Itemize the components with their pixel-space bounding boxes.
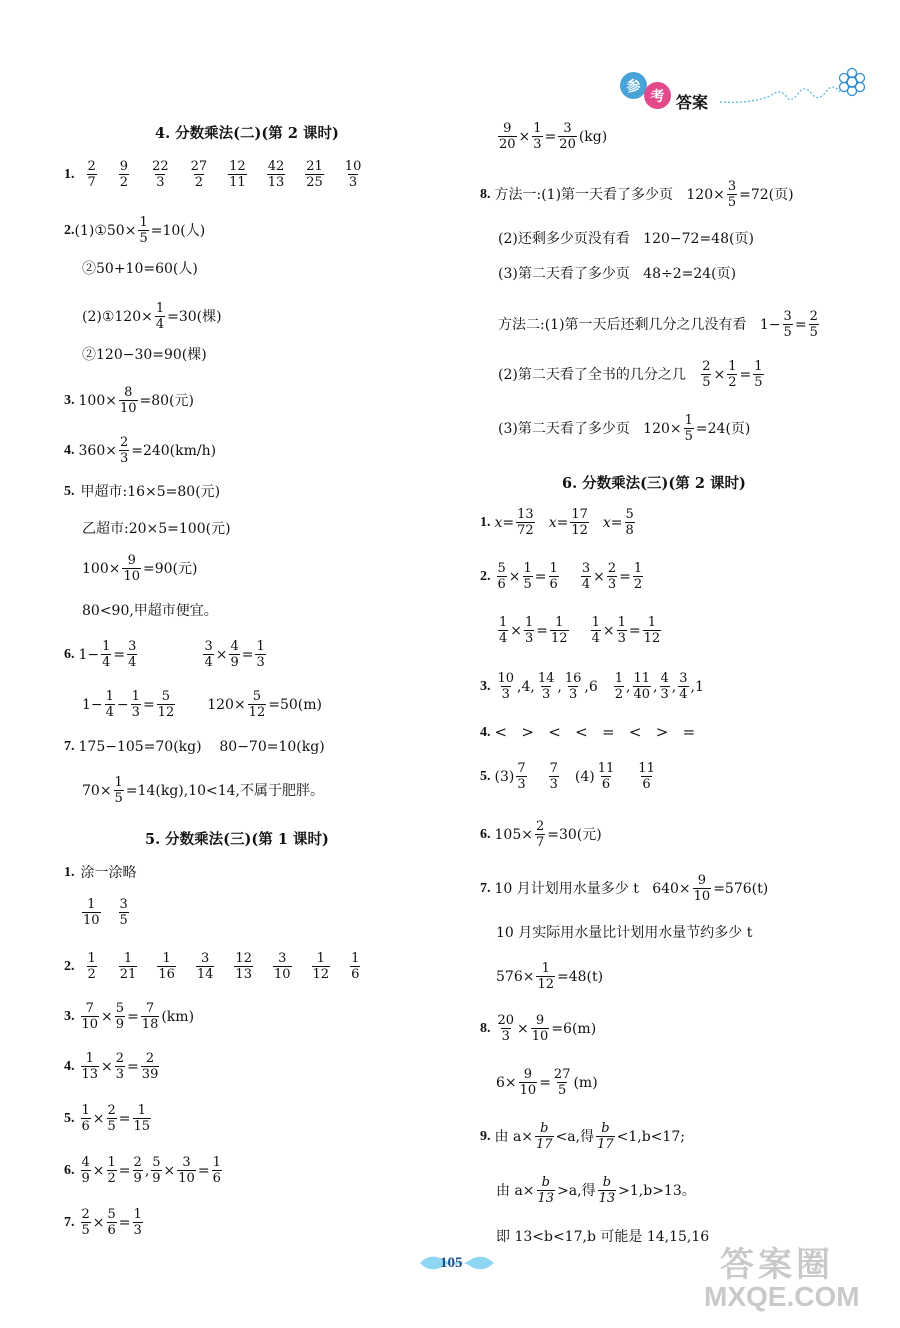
s6-q1 xyxy=(480,508,637,537)
fraction: 1 6 xyxy=(351,951,360,982)
question-number: 3. xyxy=(480,678,491,694)
fraction: $\frac{2}{39}$ xyxy=(141,1051,159,1082)
fraction: $\frac{1}{3}$ xyxy=(533,121,542,152)
fraction: 14 3 xyxy=(537,671,555,702)
expr-text: (3) xyxy=(494,768,515,785)
expr-text: <a,得 xyxy=(555,1128,595,1145)
s6-q7-line1 xyxy=(480,874,768,903)
expr-text: × xyxy=(101,1008,113,1025)
expr-text: 方法一:(1)第一天看了多少页 120× xyxy=(494,186,725,203)
watermark-bottom: MXQE.COM xyxy=(704,1281,860,1312)
expr-text: =30(棵) xyxy=(167,308,222,325)
expr-text: 1− xyxy=(82,696,103,713)
expr-text: =80(元) xyxy=(139,392,194,409)
fraction: $\frac{5}{9}$ xyxy=(115,1001,125,1032)
expr-text: × xyxy=(92,1110,105,1127)
expr-text: × xyxy=(101,1058,113,1075)
fraction: 11 6 xyxy=(638,761,655,792)
s5-q6 xyxy=(64,1156,224,1185)
expr-text: = xyxy=(619,568,631,585)
fraction: 27 2 xyxy=(190,159,208,190)
s6-q7-line3 xyxy=(496,962,603,991)
expr-text: =6(m) xyxy=(551,1020,597,1037)
fraction: $\frac{1}{3}$ xyxy=(617,615,626,646)
fraction: 3 4 xyxy=(679,671,688,702)
expr-text: 70× xyxy=(82,782,112,799)
fraction: $\frac{5}{12}$ xyxy=(157,689,175,720)
question-number: 1. xyxy=(64,865,75,880)
fraction: $\frac{1}{2}$ xyxy=(728,359,737,390)
fraction: 42 13 xyxy=(267,159,285,190)
expr-text: × xyxy=(510,622,523,639)
expr-text: = xyxy=(127,1008,139,1025)
fraction: 4 3 xyxy=(660,671,669,702)
question-number: 7. xyxy=(480,880,491,896)
fraction: $\frac{b}{13}$ xyxy=(537,1175,555,1206)
fraction: $\frac{1}{4}$ xyxy=(499,615,508,646)
fraction: $\frac{3}{4}$ xyxy=(128,639,137,670)
fraction: $\frac{20}{3}$ xyxy=(497,1013,515,1044)
expr-text: , xyxy=(557,678,562,695)
fraction: $\frac{1}{13}$ xyxy=(81,1051,99,1082)
question-number: 5. xyxy=(64,1110,75,1126)
s6-q9-line1 xyxy=(480,1122,685,1151)
fraction: $\frac{1}{5}$ xyxy=(114,775,123,806)
left-q2-line3 xyxy=(82,302,222,331)
question-number: 6. xyxy=(64,1162,75,1178)
fraction: $\frac{1}{12}$ xyxy=(537,961,554,992)
expr-text: 100× xyxy=(82,560,121,577)
fraction: 11 40 xyxy=(633,671,651,702)
expr-text: × xyxy=(517,1020,529,1037)
question-number: 4. xyxy=(64,442,75,458)
s5-q3 xyxy=(64,1002,194,1031)
fraction: $\frac{1}{2}$ xyxy=(107,1155,116,1186)
s5-q4 xyxy=(64,1052,161,1081)
fraction: $\frac{2}{3}$ xyxy=(115,1051,125,1082)
expr-text: =30(元) xyxy=(547,826,602,843)
fraction: 10 3 xyxy=(497,671,515,702)
fraction: 12 11 xyxy=(229,159,246,190)
fraction: $\frac{1}{12}$ xyxy=(551,615,568,646)
s6-q4 xyxy=(480,725,695,740)
right-q8-line2: (2)还剩多少页没有看 120−72=48(页) xyxy=(498,231,754,247)
expr-text: = xyxy=(794,316,807,333)
fraction: $\frac{7}{18}$ xyxy=(141,1001,159,1032)
expr-text: = xyxy=(118,1214,131,1231)
fraction: $\frac{3}{20}$ xyxy=(559,121,576,152)
fraction: $\frac{3}{4}$ xyxy=(581,561,591,592)
fraction: $\frac{1}{5}$ xyxy=(684,413,693,444)
expr-text: 6× xyxy=(496,1074,517,1091)
fraction: 3 5 xyxy=(119,897,128,928)
fraction: $\frac{5}{6}$ xyxy=(497,561,506,592)
expr-text: 方法二:(1)第一天后还剩几分之几没有看 1− xyxy=(498,316,781,333)
expr-text: >a,得 xyxy=(557,1182,596,1199)
question-number: 6. xyxy=(64,646,75,662)
right-q8-line3: (3)第二天看了多少页 48÷2=24(页) xyxy=(498,266,737,282)
expr-text: 甲超市:16×5=80(元) xyxy=(80,484,221,500)
fraction: 1 10 xyxy=(83,897,100,928)
s6-q9-line2 xyxy=(496,1176,696,1205)
fraction: $\frac{1}{4}$ xyxy=(102,639,111,670)
question-number: 3. xyxy=(64,392,75,408)
watermark-top: 答案圈 xyxy=(720,1247,834,1284)
expr-text: = xyxy=(118,1162,131,1179)
question-number: 8. xyxy=(480,186,491,202)
fraction: $\frac{5}{12}$ xyxy=(248,689,266,720)
left-q3 xyxy=(64,386,194,415)
expr-text: × xyxy=(92,1162,105,1179)
fraction: 1 12 xyxy=(312,951,330,982)
question-number: 4. xyxy=(64,1058,75,1074)
fraction: $\frac{5}{6}$ xyxy=(107,1207,116,1238)
fraction: $\frac{7}{10}$ xyxy=(81,1001,99,1032)
right-q7-continued xyxy=(496,122,607,151)
fraction: 1 16 xyxy=(158,951,175,982)
fraction: $\frac{13}{72}$ xyxy=(517,507,534,538)
fraction: $\frac{2}{5}$ xyxy=(809,309,818,340)
expr-text: ,6 xyxy=(584,678,598,695)
expr-text: =10(人) xyxy=(150,222,206,239)
fraction: $\frac{1}{4}$ xyxy=(155,301,165,332)
fraction: 10 3 xyxy=(344,159,362,190)
fraction: $\frac{9}{10}$ xyxy=(531,1013,549,1044)
expr-text: (km) xyxy=(161,1008,195,1025)
expr-text: >1,b>13。 xyxy=(618,1182,696,1199)
fraction: $\frac{3}{10}$ xyxy=(178,1155,195,1186)
fraction: b 17 xyxy=(597,1121,614,1152)
expr-text: , xyxy=(626,678,631,695)
fraction: $\frac{9}{10}$ xyxy=(123,553,140,584)
expr-text: 由 a× xyxy=(496,1182,535,1199)
question-number: 5. xyxy=(64,484,75,499)
expr-text: 1− xyxy=(78,646,100,663)
fraction: $\frac{9}{10}$ xyxy=(693,873,711,904)
question-number: 5. xyxy=(480,768,491,784)
expr-text: = xyxy=(197,1162,210,1179)
expr-text: 105× xyxy=(494,826,533,843)
fraction: $\frac{3}{5}$ xyxy=(783,309,792,340)
left-q7-line1 xyxy=(64,740,325,754)
fraction: $\frac{b}{17}$ xyxy=(536,1121,553,1152)
question-number: 7. xyxy=(64,739,75,754)
section-5-title: 5. 分数乘法(三)(第 1 课时) xyxy=(145,831,329,848)
fraction: 3 10 xyxy=(273,951,291,982)
expr-text: <1,b<17; xyxy=(616,1128,685,1145)
expr-text: , xyxy=(653,678,658,695)
left-q2-line1 xyxy=(64,216,205,245)
question-number: 8. xyxy=(480,1020,491,1036)
fraction: 9 2 xyxy=(119,159,129,190)
question-number: 3. xyxy=(64,1008,75,1024)
expr-text: (3)第二天看了多少页 120× xyxy=(498,420,682,437)
expr-text: × xyxy=(92,1214,105,1231)
page-number: 105 xyxy=(440,1255,463,1271)
expr-text: = xyxy=(113,646,126,663)
fraction: $\frac{2}{9}$ xyxy=(133,1155,142,1186)
expr-text: = xyxy=(127,1058,139,1075)
question-number: 1. xyxy=(480,514,491,530)
s5-q5 xyxy=(64,1104,153,1133)
expr-text: 100× xyxy=(78,392,117,409)
fraction: $\frac{4}{9}$ xyxy=(81,1155,90,1186)
right-q8-line4 xyxy=(498,310,821,339)
expr-text: × xyxy=(163,1162,176,1179)
expr-text: 120× xyxy=(207,696,246,713)
question-number: 6. xyxy=(480,826,491,842)
expr-text: − xyxy=(116,696,129,713)
expr-text: = xyxy=(118,1110,131,1127)
flower-swirl-icon xyxy=(720,66,870,108)
fraction: $\frac{2}{7}$ xyxy=(535,819,545,850)
expr-text: = xyxy=(534,568,547,585)
fraction: 21 25 xyxy=(306,159,323,190)
fraction: 2 7 xyxy=(87,159,96,190)
expr-text: (kg) xyxy=(578,128,608,145)
expr-text: × xyxy=(508,568,521,585)
expr-text: × xyxy=(215,646,228,663)
question-number: 7. xyxy=(64,1214,75,1230)
s6-q8-line1 xyxy=(480,1014,596,1043)
fraction: $\frac{9}{10}$ xyxy=(519,1067,537,1098)
fraction: $\frac{3}{5}$ xyxy=(727,179,737,210)
left-q2-line4: ②120−30=90(棵) xyxy=(82,347,207,363)
expr-text: , xyxy=(671,678,677,695)
expr-text: =48(t) xyxy=(557,968,604,985)
fraction: $\frac{2}{5}$ xyxy=(81,1207,90,1238)
s6-q5 xyxy=(480,762,658,791)
question-number: 2. xyxy=(480,568,491,584)
expr-text: ,1 xyxy=(690,678,704,695)
expr-text: = xyxy=(544,128,557,145)
expr-text: = xyxy=(536,622,549,639)
fraction: $\frac{1}{3}$ xyxy=(133,1207,142,1238)
s6-q7-line2: 10 月实际用水量比计划用水量节约多少 t xyxy=(496,925,753,941)
expr-text: × xyxy=(713,366,726,383)
expr-text: = xyxy=(241,646,254,663)
left-q5-line1 xyxy=(64,485,220,499)
fraction: $\frac{1}{15}$ xyxy=(133,1103,151,1134)
header-label: 答案 xyxy=(676,95,709,112)
s6-q6 xyxy=(480,820,602,849)
fraction: $\frac{2}{3}$ xyxy=(119,435,129,466)
fraction: $\frac{1}{5}$ xyxy=(523,561,532,592)
s6-q2-line2 xyxy=(496,616,663,645)
fraction: $\frac{9}{20}$ xyxy=(499,121,516,152)
expr-text: 175−105=70(kg) 80−70=10(kg) xyxy=(78,739,325,755)
answer-header xyxy=(620,66,870,112)
fraction: 12 13 xyxy=(235,951,252,982)
expr-text: =72(页) xyxy=(739,186,794,203)
expr-text: x= xyxy=(548,514,569,531)
fraction: 22 3 xyxy=(152,159,169,190)
expr-text: < > < < = < > = xyxy=(494,723,696,741)
left-q6-line1 xyxy=(64,640,268,669)
fraction: $\frac{1}{3}$ xyxy=(525,615,534,646)
s6-q8-line2 xyxy=(496,1068,598,1097)
fraction: $\frac{2}{5}$ xyxy=(107,1103,116,1134)
expr-text: × xyxy=(593,568,605,585)
fraction: 16 3 xyxy=(564,671,582,702)
fraction: 3 14 xyxy=(196,951,214,982)
fraction: $\frac{4}{9}$ xyxy=(230,639,239,670)
fraction: $\frac{1}{5}$ xyxy=(754,359,763,390)
expr-text: (2)第二天看了全书的几分之几 xyxy=(498,366,700,383)
right-q8-line1 xyxy=(480,180,794,209)
expr-text: 10 月计划用水量多少 t 640× xyxy=(494,880,691,897)
expr-text: (4) xyxy=(574,768,595,785)
expr-text: = xyxy=(628,622,641,639)
fraction: $\frac{8}{10}$ xyxy=(119,385,137,416)
expr-text: =50(m) xyxy=(268,696,322,713)
fraction: $\frac{1}{12}$ xyxy=(643,615,661,646)
expr-text: ,4, xyxy=(517,678,535,695)
header-badge-can: 参 xyxy=(620,72,647,99)
expr-text: = xyxy=(739,366,752,383)
expr-text: 576× xyxy=(496,968,535,985)
fraction: 1 2 xyxy=(614,671,624,702)
right-q8-line5 xyxy=(498,360,766,389)
expr-text: =576(t) xyxy=(713,880,769,897)
question-number: 2. xyxy=(64,222,75,238)
expr-text: , xyxy=(144,1162,150,1179)
question-number: 2. xyxy=(64,958,75,974)
fraction: $\frac{3}{4}$ xyxy=(204,639,213,670)
expr-text: = xyxy=(142,696,155,713)
fraction: 11 6 xyxy=(597,761,615,792)
question-number: 1. xyxy=(64,166,75,182)
fraction: 7 3 xyxy=(549,761,558,792)
fraction: $\frac{17}{12}$ xyxy=(571,507,588,538)
section-4-title: 4. 分数乘法(二)(第 2 课时) xyxy=(155,125,339,142)
fraction: $\frac{5}{9}$ xyxy=(152,1155,161,1186)
fraction: $\frac{5}{8}$ xyxy=(625,507,634,538)
expr-text: =24(页) xyxy=(695,420,751,437)
expr-text: x= xyxy=(602,514,623,531)
question-number: 9. xyxy=(480,1128,491,1144)
left-q6-line2 xyxy=(82,690,322,719)
s5-q1-line2 xyxy=(80,898,131,927)
fraction: $\frac{2}{5}$ xyxy=(702,359,711,390)
page-number-badge xyxy=(418,1250,496,1276)
fraction: 1 2 xyxy=(87,951,96,982)
fraction: $\frac{1}{4}$ xyxy=(591,615,600,646)
left-q5-line4: 80<90,甲超市便宜。 xyxy=(82,603,218,619)
left-q4 xyxy=(64,436,216,465)
expr-text: 360× xyxy=(78,442,117,459)
fraction: $\frac{1}{6}$ xyxy=(212,1155,221,1186)
question-number: 4. xyxy=(480,724,491,740)
left-q1 xyxy=(64,160,364,189)
right-q8-line6 xyxy=(498,414,750,443)
left-q5-line2: 乙超市:20×5=100(元) xyxy=(82,521,231,537)
fraction: $\frac{1}{6}$ xyxy=(549,561,558,592)
expr-text: =90(元) xyxy=(143,560,198,577)
fraction: $\frac{2}{3}$ xyxy=(607,561,617,592)
s5-q7 xyxy=(64,1208,145,1237)
expr-text: =14(kg),10<14,不属于肥胖。 xyxy=(125,782,325,799)
fraction: $\frac{1}{5}$ xyxy=(139,215,148,246)
s5-q2 xyxy=(64,952,362,981)
fraction: $\frac{1}{6}$ xyxy=(81,1103,90,1134)
fraction: 1 21 xyxy=(119,951,137,982)
fraction: $\frac{1}{3}$ xyxy=(256,639,265,670)
expr-text: = xyxy=(539,1074,551,1091)
expr-text: × xyxy=(602,622,615,639)
expr-text: (2)①120× xyxy=(82,308,153,325)
left-q7-line2 xyxy=(82,776,324,805)
s6-q3 xyxy=(480,672,704,701)
expr-text: x= xyxy=(494,514,515,531)
fraction: $\frac{1}{3}$ xyxy=(131,689,140,720)
left-q2-line2: ②50+10=60(人) xyxy=(82,261,198,277)
expr-text: 涂一涂略 xyxy=(80,865,137,881)
header-badge-kao: 考 xyxy=(644,82,671,109)
fraction: b 13 xyxy=(598,1175,616,1206)
expr-text: (m) xyxy=(573,1074,598,1091)
expr-text: =240(km/h) xyxy=(131,442,217,459)
s6-q9-line3: 即 13<b<17,b 可能是 14,15,16 xyxy=(496,1229,710,1245)
fraction: 7 3 xyxy=(517,761,526,792)
expr-text: 由 a× xyxy=(494,1128,534,1145)
section-6-title: 6. 分数乘法(三)(第 2 课时) xyxy=(562,475,746,492)
left-q5-line3 xyxy=(82,554,197,583)
fraction: $\frac{1}{2}$ xyxy=(633,561,643,592)
fraction: $\frac{1}{4}$ xyxy=(105,689,114,720)
expr-text: (1)①50× xyxy=(74,222,137,239)
s5-q1-line1 xyxy=(64,866,137,880)
s6-q2-line1 xyxy=(480,562,645,591)
fraction: $\frac{27}{5}$ xyxy=(553,1067,571,1098)
watermark xyxy=(700,1235,890,1320)
expr-text: × xyxy=(518,128,531,145)
